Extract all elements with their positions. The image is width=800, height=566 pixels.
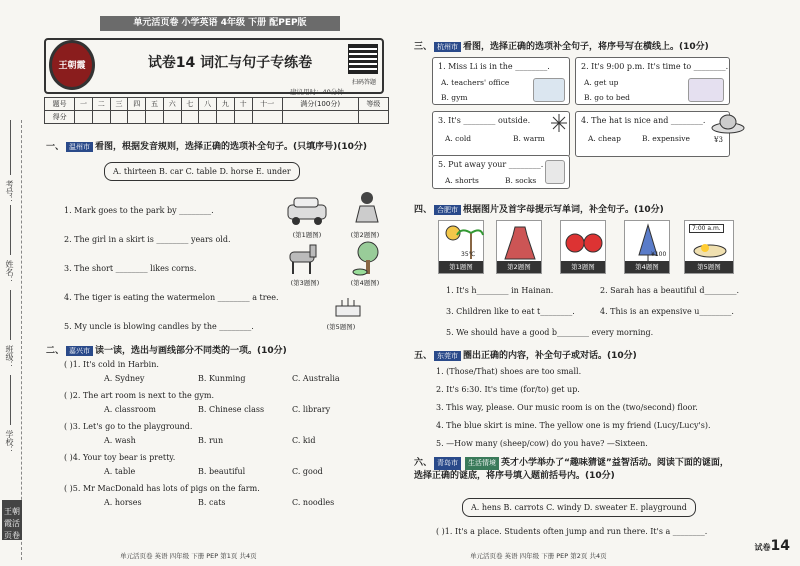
school-label: 学校：: [5, 430, 14, 454]
score-row-label: 得分: [45, 111, 75, 124]
sec4-pic-5: [684, 220, 734, 274]
sec2-option-b: B. Chinese class: [198, 405, 265, 414]
sec2-option-c: C. Australia: [292, 374, 340, 383]
sec3-card-2-question: 2. It's 9:00 p.m. It's time to ________.: [581, 62, 729, 71]
tomatoes-icon: [561, 221, 607, 263]
score-header-cell: 四: [128, 98, 146, 111]
clock-label: 7:00 a.m.: [689, 224, 724, 233]
hat-icon: [710, 112, 746, 136]
sec4-q2: 2. Sarah has a beautiful d________.: [600, 286, 740, 295]
sec3-card-3-option-b: B. warm: [513, 134, 545, 143]
sec4-pic-2-label: 第2题图: [497, 261, 541, 273]
sec4-q5: 5. We should have a good b________ every morning.: [446, 328, 654, 337]
score-cell[interactable]: [252, 111, 282, 124]
score-header-cell: 一: [75, 98, 93, 111]
sec2-option-c: C. library: [292, 405, 331, 414]
sec3-card-1-option-a: A. teachers' office: [441, 78, 510, 87]
sec3-card-4-question: 4. The hat is nice and ________.: [581, 116, 706, 125]
sec3-card-5-option-b: B. socks: [505, 176, 537, 185]
sec1-tag: 温州市: [66, 142, 93, 152]
score-header-cell: 八: [199, 98, 217, 111]
sec2-heading: 二、 嘉兴市 读一读，选出与画线部分不同类的一项。(10分): [46, 346, 287, 356]
fig4-caption: (第4题图): [350, 279, 380, 287]
brand-logo: 王朝霞: [49, 40, 95, 90]
sec3-card-5-option-a: A. shorts: [445, 176, 479, 185]
sec2-question: ( )5. Mr MacDonald has lots of pigs on the farm.: [64, 484, 260, 493]
sec4-pic-4-label: 第4题图: [625, 261, 669, 273]
sec2-option-a: A. horses: [104, 498, 142, 507]
score-header-cell: 等级: [358, 98, 388, 111]
sec4-q4: 4. This is an expensive u________.: [600, 307, 734, 316]
sec6-q1: ( )1. It's a place. Students often jump and run there. It's a ________.: [436, 527, 708, 536]
sec3-card-3-question: 3. It's ________ outside.: [438, 116, 531, 125]
class-label: 班级：: [5, 345, 14, 369]
sec1-q2: 2. The girl in a skirt is ________ years old.: [64, 235, 231, 244]
score-cell[interactable]: [92, 111, 110, 124]
fig5-caption: (第5题图): [326, 323, 356, 331]
score-cell[interactable]: [146, 111, 164, 124]
sec4-pic-3: [560, 220, 606, 274]
bed-picture: [688, 78, 724, 102]
sec2-question: ( )1. It's cold in Harbin.: [64, 360, 159, 369]
sec3-card-5-question: 5. Put away your ________.: [438, 160, 544, 169]
score-cell[interactable]: [282, 111, 358, 124]
score-cell[interactable]: [110, 111, 128, 124]
sec4-pic-5-label: 第5题图: [685, 261, 733, 273]
socks-picture: [545, 160, 565, 184]
fig3-caption: (第3题图): [290, 279, 320, 287]
sec2-question: ( )4. Your toy bear is pretty.: [64, 453, 176, 462]
cake-picture: [330, 290, 366, 320]
sec5-instruction: 圈出正确的内容，补全句子或对话。(10分): [463, 351, 637, 361]
score-cell[interactable]: [217, 111, 235, 124]
score-header-row: [45, 98, 389, 111]
sec1-instruction: 看图，根据发音规则，选择正确的选项补全句子。(只填序号)(10分): [95, 142, 367, 152]
sec5-item[interactable]: 2. It's 6:30. It's time (for/to) get up.: [436, 385, 580, 394]
sec2-tag: 嘉兴市: [66, 346, 93, 356]
sec2-option-a: A. wash: [104, 436, 136, 445]
sec4-heading: 四、 合肥市 根据图片及首字母提示写单词，补全句子。(10分): [414, 205, 664, 215]
score-cell[interactable]: [234, 111, 252, 124]
score-table: [44, 97, 389, 124]
qr-code-icon[interactable]: [348, 44, 378, 74]
sec2-option-b: B. run: [198, 436, 224, 445]
sec2-instruction: 读一读，选出与画线部分不同类的一项。(10分): [95, 346, 287, 356]
sec1-q5: 5. My uncle is blowing candles by the ________.: [64, 322, 254, 331]
sec5-item[interactable]: 1. (Those/That) shoes are too small.: [436, 367, 582, 376]
sec5-tag: 东莞市: [434, 351, 461, 361]
sec3-card-4-option-a: A. cheap: [588, 134, 621, 143]
sec6-options: A. hens B. carrots C. windy D. sweater E. playground: [462, 498, 696, 517]
sec4-tag: 合肥市: [434, 205, 461, 215]
sec3-card-2: [575, 57, 730, 105]
score-cell[interactable]: [75, 111, 93, 124]
sec1-heading: 一、 温州市 看图，根据发音规则，选择正确的选项补全句子。(只填序号)(10分): [46, 142, 367, 152]
horse-picture: [284, 242, 324, 276]
sec5-item[interactable]: 4. The blue skirt is mine. The yellow one is my friend (Lucy/Lucy's).: [436, 421, 711, 430]
sec6-tag-2: 生活情境: [465, 457, 499, 470]
sec2-option-b: B. cats: [198, 498, 226, 507]
sec3-card-1: [432, 57, 570, 105]
score-header-cell: 十: [234, 98, 252, 111]
score-header-cell: 题号: [45, 98, 75, 111]
fig1-caption: (第1题图): [292, 231, 322, 239]
temperature-label: 35℃: [461, 251, 476, 258]
school-line: [10, 375, 11, 425]
page-number: 试卷14: [754, 538, 790, 554]
sec2-option-b: B. Kunming: [198, 374, 246, 383]
sec3-card-1-question: 1. Miss Li is in the ________.: [438, 62, 550, 71]
sec3-instruction: 看图，选择正确的选项补全句子，将序号写在横线上。(10分): [463, 42, 709, 52]
score-cell[interactable]: [163, 111, 181, 124]
umbrella-price: ¥100: [651, 251, 667, 258]
sec1-options: A. thirteen B. car C. table D. horse E. under: [104, 162, 300, 181]
office-picture: [533, 78, 565, 102]
score-header-cell: 六: [163, 98, 181, 111]
exam-no-label: 考号：: [5, 180, 14, 204]
sec3-heading: 三、 杭州市 看图，选择正确的选项补全句子，将序号写在横线上。(10分): [414, 42, 709, 52]
sec4-pic-2: [496, 220, 542, 274]
qr-caption: 扫码答题: [351, 79, 376, 86]
hat-price: ¥3: [714, 136, 723, 144]
sec3-card-2-option-b: B. go to bed: [584, 93, 630, 102]
score-header-cell: 满分(100分): [282, 98, 358, 111]
brand-stamp: 王朝霞活页卷: [2, 500, 22, 540]
name-label: 姓名：: [5, 260, 14, 284]
top-bar: 单元活页卷 小学英语 4年级 下册 配PEP版: [100, 16, 340, 31]
score-header-cell: 七: [181, 98, 199, 111]
sec2-option-b: B. beautiful: [198, 467, 246, 476]
dress-icon: [497, 221, 543, 263]
sec3-card-5: [432, 155, 570, 189]
sec2-option-c: C. noodles: [292, 498, 335, 507]
sec5-item[interactable]: 3. This way, please. Our music room is on the (two/second) floor.: [436, 403, 698, 412]
sec3-card-3-option-a: A. cold: [445, 134, 472, 143]
snowflake-icon: [550, 112, 568, 134]
sec5-heading: 五、 东莞市 圈出正确的内容，补全句子或对话。(10分): [414, 351, 637, 361]
sec4-q1: 1. It's h________ in Hainan.: [446, 286, 554, 295]
score-cell[interactable]: [358, 111, 388, 124]
sec3-card-4-option-b: B. expensive: [642, 134, 690, 143]
sec2-option-c: C. kid: [292, 436, 316, 445]
score-header-cell: 五: [146, 98, 164, 111]
score-cell[interactable]: [128, 111, 146, 124]
score-header-cell: 二: [92, 98, 110, 111]
score-input-row: [45, 111, 389, 124]
sec2-question: ( )3. Let's go to the playground.: [64, 422, 193, 431]
sec4-instruction: 根据图片及首字母提示写单词，补全句子。(10分): [463, 205, 664, 215]
binding-strip: [0, 120, 22, 560]
score-cell[interactable]: [199, 111, 217, 124]
sec4-pic-1-label: 第1题图: [439, 261, 483, 273]
exam-no-line: [10, 120, 11, 175]
sec3-card-4: [575, 111, 730, 157]
sec4-q3: 3. Children like to eat t________.: [446, 307, 575, 316]
sec3-tag: 杭州市: [434, 42, 461, 52]
sec3-card-2-option-a: A. get up: [584, 78, 619, 87]
sec1-q3: 3. The short ________ likes corns.: [64, 264, 197, 273]
score-cell[interactable]: [181, 111, 199, 124]
class-line: [10, 290, 11, 340]
sec6-heading: 六、 青岛市 生活情境 英才小学举办了“趣味猜谜”益智活动。阅读下面的谜面，选择正确的谜底，将序号填入题前括号内。(10分): [414, 458, 729, 481]
score-header-cell: 十一: [252, 98, 282, 111]
sec2-option-a: A. Sydney: [104, 374, 145, 383]
exam-title: 试卷14 词汇与句子专练卷: [147, 55, 313, 71]
sec2-option-a: A. table: [104, 467, 136, 476]
time-hint: 建议用时：40分钟: [290, 88, 344, 96]
sec4-pic-3-label: 第3题图: [561, 261, 605, 273]
name-line: [10, 205, 11, 255]
sec1-q1: 1. Mark goes to the park by ________.: [64, 206, 214, 215]
car-picture: [282, 193, 332, 229]
sec1-q4: 4. The tiger is eating the watermelon ________ a tree.: [64, 293, 279, 302]
sec2-option-a: A. classroom: [104, 405, 156, 414]
sec2-question: ( )2. The art room is next to the gym.: [64, 391, 215, 400]
girl-picture: [352, 190, 382, 228]
sec2-option-c: C. good: [292, 467, 323, 476]
sec6-tag: 青岛市: [434, 457, 461, 470]
score-header-cell: 九: [217, 98, 235, 111]
sec5-item[interactable]: 5. —How many (sheep/cow) do you have? —Sixteen.: [436, 439, 648, 448]
sec4-pic-1: [438, 220, 484, 274]
sec4-pic-4: [624, 220, 670, 274]
tiger-tree-picture: [350, 240, 386, 276]
sec6-instruction: 英才小学举办了“趣味猜谜”益智活动。阅读下面的谜面，选择正确的谜底，将序号填入题前括号内。(10分): [414, 458, 729, 481]
footer-left: 单元活页卷 英语 四年级 下册 PEP 第1页 共4页: [120, 552, 257, 560]
fig2-caption: (第2题图): [350, 231, 380, 239]
footer-right: 单元活页卷 英语 四年级 下册 PEP 第2页 共4页: [470, 552, 607, 560]
sec3-card-1-option-b: B. gym: [441, 93, 468, 102]
score-header-cell: 三: [110, 98, 128, 111]
